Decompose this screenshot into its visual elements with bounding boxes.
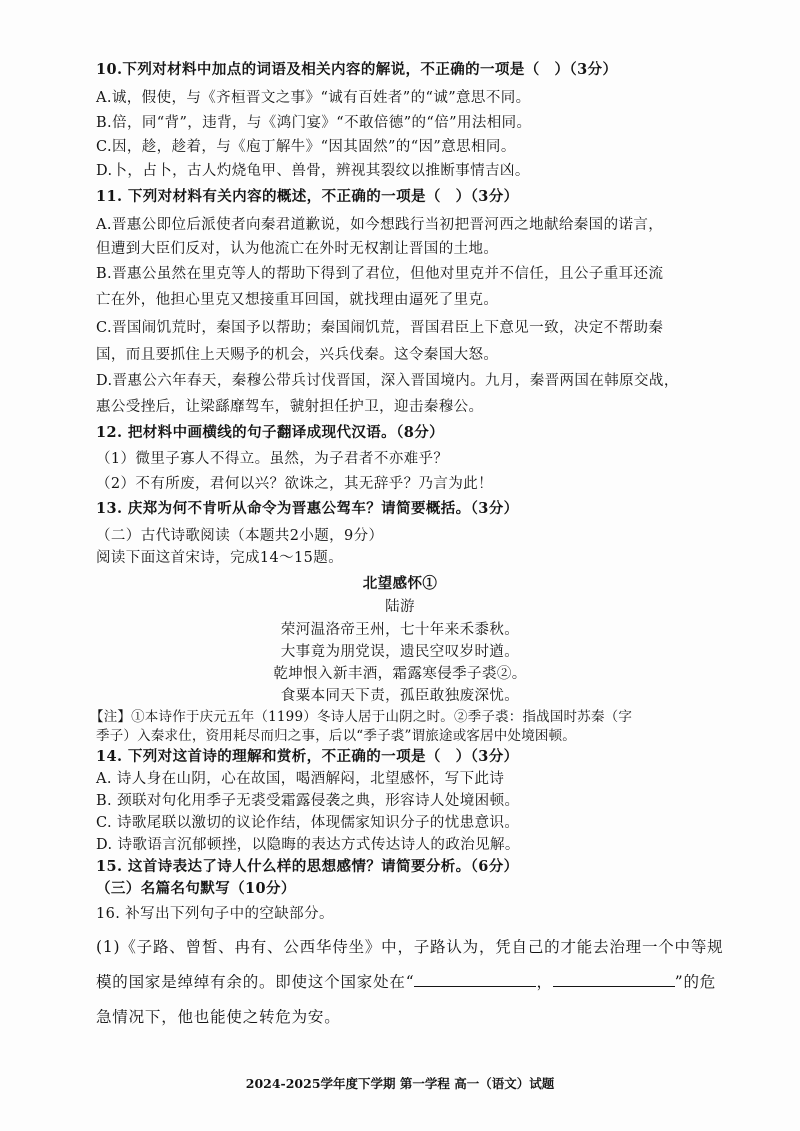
q16-line-2-after: ”的危 xyxy=(674,973,717,991)
q11-title: 11. 下列对材料有关内容的概述，不正确的一项是（ ）（3分） xyxy=(96,188,519,205)
q14-option-d: D. 诗歌语言沉郁顿挫，以隐晦的表达方式传达诗人的政治见解。 xyxy=(96,837,520,853)
q14-title: 14. 下列对这首诗的理解和赏析，不正确的一项是（ ）（3分） xyxy=(96,748,519,765)
q11-option-a-line2: 但遭到大臣们反对，认为他流亡在外时无权割让晋国的土地。 xyxy=(96,241,499,257)
q10-option-a: A.诚，假使，与《齐桓晋文之事》“诚有百姓者”的“诚”意思不同。 xyxy=(96,90,531,106)
poem-line-2: 大事竟为朋党误，遗民空叹岁时遒。 xyxy=(280,644,520,660)
section2-heading: （二）古代诗歌阅读（本题共2小题，9分） xyxy=(96,528,384,544)
poem-note-line2: 季子）入秦求仕，资用耗尽而归之事，后以“季子裘”谓旅途或客居中处境困顿。 xyxy=(96,728,577,744)
poem-author: 陆游 xyxy=(385,599,415,615)
poem-title: 北望感怀① xyxy=(362,575,438,592)
page-footer: 2024-2025学年度下学期 第一学程 高一（语文）试题 xyxy=(245,1076,555,1091)
q16-line-3: 急情况下，他也能使之转危为安。 xyxy=(96,1008,341,1026)
q15-title: 15. 这首诗表达了诗人什么样的思想感情？请简要分析。（6分） xyxy=(96,858,519,875)
fill-blank-2[interactable] xyxy=(553,972,675,987)
fill-blank-1[interactable] xyxy=(414,972,536,987)
q11-option-d-line1: D.晋惠公六年春天，秦穆公带兵讨伐晋国，深入晋国境内。九月，秦晋两国在韩原交战， xyxy=(96,373,679,389)
q13-title: 13. 庆郑为何不肯听从命令为晋惠公驾车？请简要概括。（3分） xyxy=(96,500,519,517)
q12-item-1: （1）微里子寡人不得立。虽然，为子君者不亦难乎？ xyxy=(96,451,449,467)
q12-title: 12. 把材料中画横线的句子翻译成现代汉语。（8分） xyxy=(96,424,445,441)
q10-option-c: C.因，趁，趁着，与《庖丁解牛》“因其固然”的“因”意思相同。 xyxy=(96,139,516,155)
poem-note-line1: 【注】①本诗作于庆元五年（1199）冬诗人居于山阴之时。②季子裘：指战国时苏秦（字 xyxy=(90,709,633,725)
q10-option-d: D.卜，占卜，古人灼烧龟甲、兽骨，辨视其裂纹以推断事情吉凶。 xyxy=(96,163,530,179)
q11-option-a-line1: A.晋惠公即位后派使者向秦君道歉说，如今想践行当初把晋河西之地献给秦国的诺言， xyxy=(96,217,664,233)
poem-line-3: 乾坤恨入新丰酒，霜露寒侵季子裘②。 xyxy=(273,666,527,682)
q11-option-d-line2: 惠公受挫后，让梁繇靡驾车，虢射担任护卫，迎击秦穆公。 xyxy=(96,399,484,415)
q11-option-b-line1: B.晋惠公虽然在里克等人的帮助下得到了君位，但他对里克并不信任，且公子重耳还流 xyxy=(96,266,664,282)
poem-line-4: 食粟本同天下责，孤臣敢独废深忧。 xyxy=(280,688,520,704)
q11-option-c-line2: 国，而且要抓住上天赐予的机会，兴兵伐秦。这令秦国大怒。 xyxy=(96,347,499,363)
q12-item-2: （2）不有所废，君何以兴？欲诛之，其无辞乎？乃言为此！ xyxy=(96,476,494,492)
q14-option-a: A. 诗人身在山阴，心在故国，喝酒解闷，北望感怀，写下此诗 xyxy=(96,771,505,787)
q16-line-2-separator: ， xyxy=(536,973,553,991)
section3-heading: （三）名篇名句默写（10分） xyxy=(96,880,296,897)
q10-title: 10.下列对材料中加点的词语及相关内容的解说，不正确的一项是（ ）（3分） xyxy=(96,61,618,78)
q11-option-b-line2: 亡在外，他担心里克又想接重耳回国，就找理由逼死了里克。 xyxy=(96,292,499,308)
q16-line-2-before: 模的国家是绰绰有余的。即使这个国家处在“ xyxy=(96,973,415,991)
q14-option-b: B. 颈联对句化用季子无裘受霜露侵袭之典，形容诗人处境困顿。 xyxy=(96,793,520,809)
q10-option-b: B.倍，同“背”，违背，与《鸿门宴》“不敢倍德”的“倍”用法相同。 xyxy=(96,115,532,131)
section2-instruction: 阅读下面这首宋诗，完成14～15题。 xyxy=(96,550,344,566)
q16-title: 16. 补写出下列句子中的空缺部分。 xyxy=(96,906,334,922)
q14-option-c: C. 诗歌尾联以激切的议论作结，体现儒家知识分子的忧患意识。 xyxy=(96,815,520,831)
poem-line-1: 荣河温洛帝王州，七十年来禾黍秋。 xyxy=(280,622,520,638)
q16-line-2 xyxy=(96,972,716,992)
q11-option-c-line1: C.晋国闹饥荒时，秦国予以帮助；秦国闹饥荒，晋国君臣上下意见一致，决定不帮助秦 xyxy=(96,320,664,336)
q16-line-1: (1)《子路、曾皙、冉有、公西华侍坐》中，子路认为，凭自己的才能去治理一个中等规 xyxy=(96,938,724,956)
